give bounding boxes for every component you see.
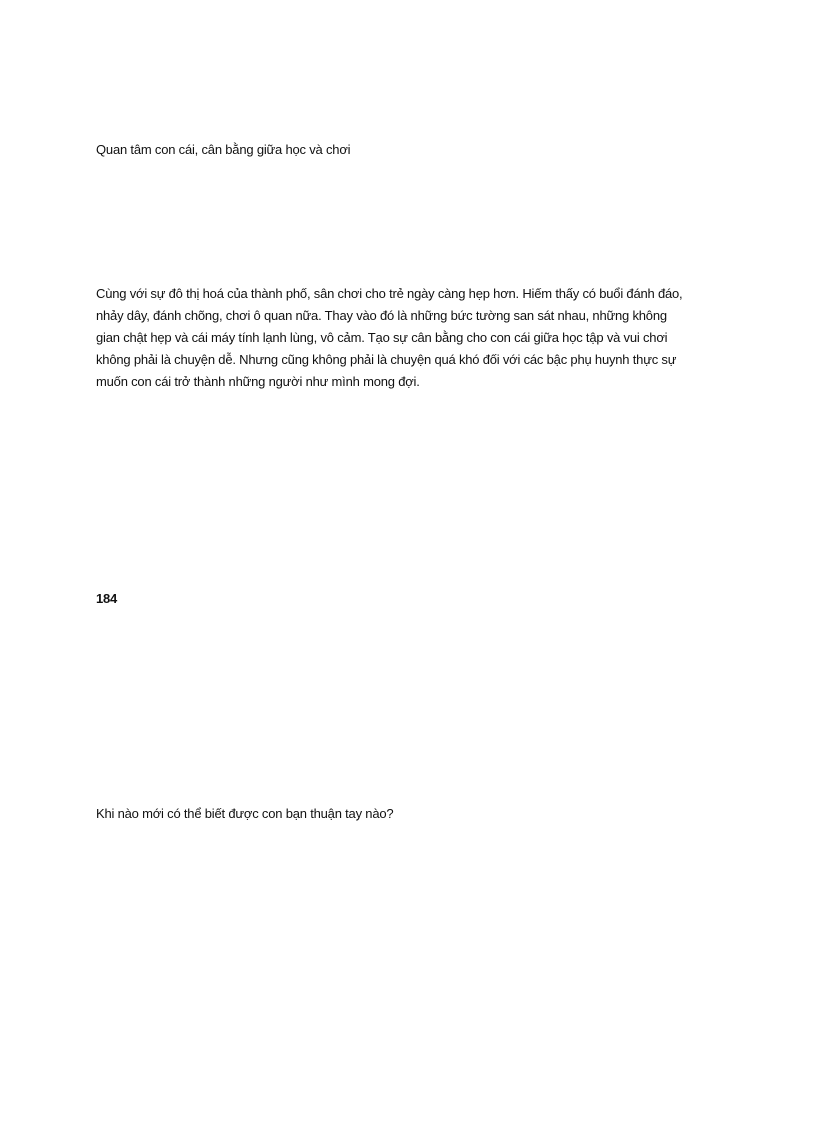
page-number: 184: [96, 591, 118, 606]
question-heading: Khi nào mới có thể biết được con bạn thuận tay nào?: [96, 806, 394, 821]
section-heading: Quan tâm con cái, cân bằng giữa học và chơi: [96, 142, 351, 157]
body-paragraph: Cùng với sự đô thị hoá của thành phố, sân chơi cho trẻ ngày càng hẹp hơn. Hiếm thấy có buổi đánh đáo, nhảy dây, đánh chõng, chơi ô quan nữa. Thay vào đó là những bức tường san sát nhau, những không gian chật hẹp và cái máy tính lạnh lùng, vô cảm. Tạo sự cân bằng cho con cái giữa học tập và vui chơi không phải là chuyện dễ. Nhưng cũng không phải là chuyện quá khó đối với các bậc phụ huynh thực sự muốn con cái trở thành những người như mình mong đợi.: [96, 286, 683, 389]
